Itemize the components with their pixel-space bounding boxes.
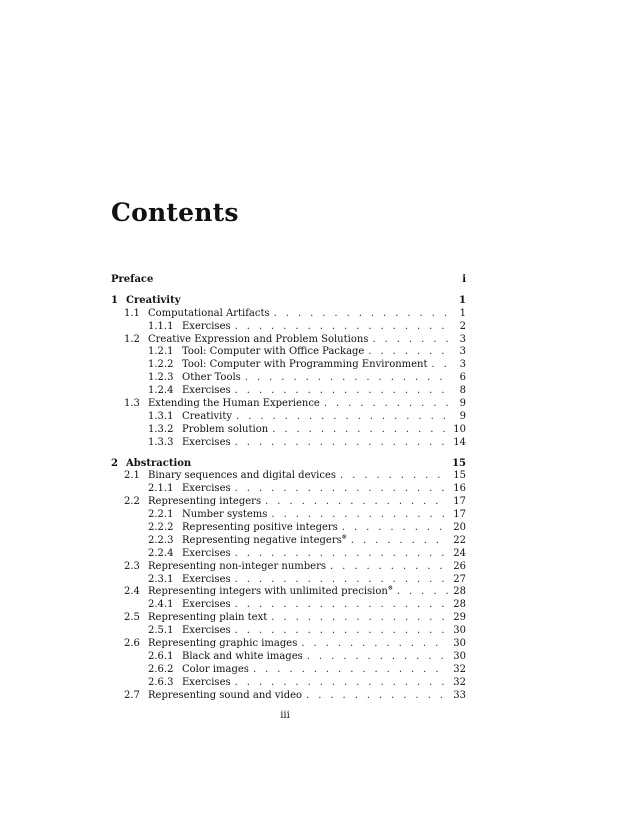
toc-entry-preface[interactable] [111, 274, 466, 287]
toc-entry-page: 3 [459, 333, 466, 345]
toc-entry-page: 33 [453, 689, 466, 701]
toc-entry-number: 1.1 [124, 307, 140, 319]
toc-entry-title [148, 470, 336, 483]
toc-entry-title-text: Other Tools [182, 372, 241, 384]
toc-entry-number: 2.2 [124, 496, 140, 508]
toc-entry-title [182, 664, 249, 677]
toc-subsection[interactable] [111, 437, 466, 450]
toc-entry-page: 1 [459, 307, 466, 319]
toc-entry-page: 22 [453, 534, 466, 546]
toc-entry-page: 30 [453, 638, 466, 650]
dot-leader [432, 359, 448, 372]
toc-entry-number: 1.3 [124, 398, 140, 410]
toc-entry-title-text: Representing plain text [148, 612, 268, 624]
toc-entry-page: 32 [453, 676, 466, 688]
dot-leader [307, 651, 448, 664]
toc-section[interactable] [111, 638, 466, 651]
toc-entry-number: 2.1.1 [148, 483, 174, 495]
toc-entry-number: 2.4 [124, 586, 140, 598]
toc-entry-number: 2.6.3 [148, 676, 174, 688]
toc-entry-title [182, 437, 231, 450]
toc-entry-title-text: Creativity [126, 294, 181, 306]
toc-section[interactable] [111, 334, 466, 347]
toc-entry-title [182, 424, 268, 437]
dot-leader [253, 664, 448, 677]
dot-leader [235, 625, 448, 638]
page-number: iii [280, 710, 290, 721]
toc-entry-number: 1.2.1 [148, 346, 174, 358]
toc-entry-page: 3 [459, 346, 466, 358]
toc-entry-page: 2 [459, 320, 466, 332]
toc-subsection[interactable] [111, 574, 466, 587]
toc-entry-page: 6 [459, 372, 466, 384]
toc-subsection[interactable] [111, 424, 466, 437]
toc-entry-title-text: Representing non-integer numbers [148, 560, 327, 572]
toc-entry-number: 2.3 [124, 560, 140, 572]
toc-entry-title-text: Exercises [182, 436, 231, 448]
toc-entry-title [182, 625, 231, 638]
toc-entry-title-text: Exercises [182, 320, 231, 332]
toc-entry-title [182, 346, 364, 359]
toc-entry-page: 9 [459, 398, 466, 410]
toc-subsection[interactable] [111, 411, 466, 424]
toc-entry-title [182, 677, 231, 690]
toc-entry-title-text: Number systems [182, 509, 268, 521]
dot-leader [271, 509, 448, 522]
toc-entry-title [182, 372, 241, 385]
toc-subsection[interactable] [111, 677, 466, 690]
toc-entry-title-text: Exercises [182, 573, 231, 585]
toc-subsection[interactable] [111, 346, 466, 359]
toc-entry-title [148, 308, 270, 321]
toc-entry-title [182, 483, 231, 496]
toc-entry-title-text: Representing integers [148, 496, 262, 508]
toc-section[interactable] [111, 398, 466, 411]
toc-entry-title-text: Representing sound and video [148, 689, 303, 701]
dot-leader [368, 346, 448, 359]
toc-subsection[interactable] [111, 372, 466, 385]
toc-entry-title [148, 496, 261, 509]
toc-entry-page: 15 [453, 470, 466, 482]
toc-entry-number: 2.2.1 [148, 509, 174, 521]
toc-entry-page: i [462, 274, 466, 285]
toc-entry-page: 3 [459, 359, 466, 371]
toc-entry-title [148, 398, 320, 411]
dot-leader [272, 424, 448, 437]
toc-entry-page: 30 [453, 650, 466, 662]
toc-entry-title-text: Exercises [182, 483, 231, 495]
toc-entry-number: 1.3.1 [148, 410, 174, 422]
toc-entry-page: 32 [453, 663, 466, 675]
dot-leader [235, 599, 448, 612]
toc-chapter[interactable] [111, 458, 466, 471]
toc-entry-number: 2.2.2 [148, 522, 174, 534]
toc-subsection[interactable] [111, 385, 466, 398]
toc-section[interactable] [111, 612, 466, 625]
toc-subsection[interactable] [111, 548, 466, 561]
toc-entry-title [148, 690, 302, 703]
advanced-marker-icon: ⊗ [387, 585, 393, 593]
dot-leader [330, 561, 448, 574]
toc-entry-title-text: Creativity [182, 410, 233, 422]
dot-leader [236, 411, 448, 424]
toc-entry-page: 15 [452, 457, 466, 469]
toc-section[interactable] [111, 470, 466, 483]
toc-subsection[interactable] [111, 599, 466, 612]
toc-entry-title [182, 548, 231, 561]
toc-entry-page: 16 [453, 483, 466, 495]
dot-leader [306, 690, 448, 703]
toc-entry-title [126, 295, 181, 308]
toc-entry-title-text: Problem solution [182, 423, 269, 435]
toc-section[interactable] [111, 496, 466, 509]
toc-entry-title [148, 612, 267, 625]
dot-leader [340, 470, 448, 483]
toc-subsection[interactable] [111, 535, 466, 548]
toc-entry-title-text: Tool: Computer with Office Package [182, 346, 365, 358]
toc-entry-title-text: Exercises [182, 599, 231, 611]
toc-entry-page: 1 [459, 294, 466, 306]
toc-entry-number: 1.2 [124, 333, 140, 345]
toc-subsection[interactable] [111, 651, 466, 664]
toc-entry-title-text: Representing positive integers [182, 522, 338, 534]
toc-entry-number: 2.4.1 [148, 599, 174, 611]
dot-leader [351, 535, 448, 548]
toc-entry-number: 2.6.1 [148, 650, 174, 662]
toc-entry-number: 1.2.2 [148, 359, 174, 371]
toc-entry-title [182, 651, 303, 664]
toc-entry-page: 9 [459, 410, 466, 422]
toc-subsection[interactable] [111, 625, 466, 638]
toc-entry-title [182, 574, 231, 587]
dot-leader [235, 385, 448, 398]
toc-subsection[interactable] [111, 522, 466, 535]
toc-entry-title-text: Computational Artifacts [148, 307, 270, 319]
toc-entry-number: 2.2.4 [148, 547, 174, 559]
toc-entry-page: 8 [459, 385, 466, 397]
toc-entry-page: 28 [453, 599, 466, 611]
toc-entry-page: 17 [453, 509, 466, 521]
toc-entry-title-text: Color images [182, 663, 249, 675]
toc-entry-page: 17 [453, 496, 466, 508]
dot-leader [324, 398, 448, 411]
toc-entry-page: 28 [453, 586, 466, 598]
toc-entry-number: 2.6 [124, 638, 140, 650]
toc-entry-title-text: Black and white images [182, 650, 303, 662]
toc-entry-page: 30 [453, 625, 466, 637]
dot-leader [265, 496, 448, 509]
toc-entry-number: 2.2.3 [148, 534, 174, 546]
toc-entry-number: 2.6.2 [148, 663, 174, 675]
toc-entry-number: 1.3.2 [148, 423, 174, 435]
toc-section[interactable] [111, 561, 466, 574]
toc-subsection[interactable] [111, 483, 466, 496]
toc-entry-title [182, 509, 267, 522]
dot-leader [235, 483, 448, 496]
toc-entry-title-text: Tool: Computer with Programming Environment [182, 359, 428, 371]
dot-leader [235, 548, 448, 561]
toc-entry-number: 2.7 [124, 689, 140, 701]
toc-entry-number: 2 [111, 457, 118, 469]
toc-entry-title-text: Creative Expression and Problem Solutions [148, 333, 369, 345]
toc-entry-number: 1.2.4 [148, 385, 174, 397]
dot-leader [235, 677, 448, 690]
toc-entry-title-text: Representing integers with unlimited precision [148, 586, 388, 598]
dot-leader [235, 574, 448, 587]
dot-leader [397, 586, 448, 599]
toc-entry-title [148, 586, 393, 599]
toc-entry-title-text: Extending the Human Experience [148, 398, 320, 410]
toc-entry-title [182, 359, 428, 372]
toc-entry-number: 2.5.1 [148, 625, 174, 637]
page-title: Contents [111, 198, 239, 227]
toc-entry-title-text: Exercises [182, 625, 231, 637]
dot-leader [245, 372, 448, 385]
dot-leader [372, 334, 448, 347]
toc-entry-number: 1.2.3 [148, 372, 174, 384]
advanced-marker-icon: ⊗ [341, 533, 347, 541]
toc-entry-page: 20 [453, 522, 466, 534]
toc-entry-page: 24 [453, 547, 466, 559]
toc-entry-title [148, 638, 297, 651]
toc-entry-title [126, 458, 191, 471]
toc-entry-number: 1 [111, 294, 118, 306]
toc-entry-title-text: Abstraction [126, 457, 192, 469]
toc-entry-title-text: Binary sequences and digital devices [148, 470, 336, 482]
toc-entry-number: 2.1 [124, 470, 140, 482]
dot-leader [235, 321, 448, 334]
toc-entry-page: 14 [453, 436, 466, 448]
toc-entry-title-text: Representing negative integers [182, 534, 342, 546]
toc-entry-number: 1.3.3 [148, 436, 174, 448]
toc-entry-title [182, 535, 347, 548]
dot-leader [235, 437, 448, 450]
toc-entry-title-text: Representing graphic images [148, 638, 298, 650]
toc-entry-title-text: Exercises [182, 547, 231, 559]
toc-entry-number: 2.3.1 [148, 573, 174, 585]
table-of-contents [111, 274, 466, 703]
toc-entry-title [182, 321, 231, 334]
dot-leader [342, 522, 448, 535]
toc-entry-title-text: Exercises [182, 385, 231, 397]
toc-subsection[interactable] [111, 664, 466, 677]
toc-subsection[interactable] [111, 359, 466, 372]
toc-entry-title [182, 599, 231, 612]
toc-entry-number: 1.1.1 [148, 320, 174, 332]
toc-chapter[interactable] [111, 295, 466, 308]
dot-leader [301, 638, 448, 651]
toc-entry-page: 27 [453, 573, 466, 585]
dot-leader [271, 612, 448, 625]
toc-entry-title-text: Exercises [182, 676, 231, 688]
toc-subsection[interactable] [111, 509, 466, 522]
toc-entry-title: Preface [111, 274, 154, 285]
toc-entry-title [182, 411, 232, 424]
toc-entry-page: 26 [453, 560, 466, 572]
toc-entry-title [148, 561, 326, 574]
toc-subsection[interactable] [111, 321, 466, 334]
toc-entry-title [182, 385, 231, 398]
toc-entry-number: 2.5 [124, 612, 140, 624]
toc-section[interactable] [111, 308, 466, 321]
toc-section[interactable] [111, 690, 466, 703]
toc-entry-title [182, 522, 338, 535]
dot-leader [274, 308, 448, 321]
toc-section[interactable] [111, 586, 466, 599]
toc-entry-page: 10 [453, 423, 466, 435]
toc-entry-page: 29 [453, 612, 466, 624]
toc-entry-title [148, 334, 368, 347]
